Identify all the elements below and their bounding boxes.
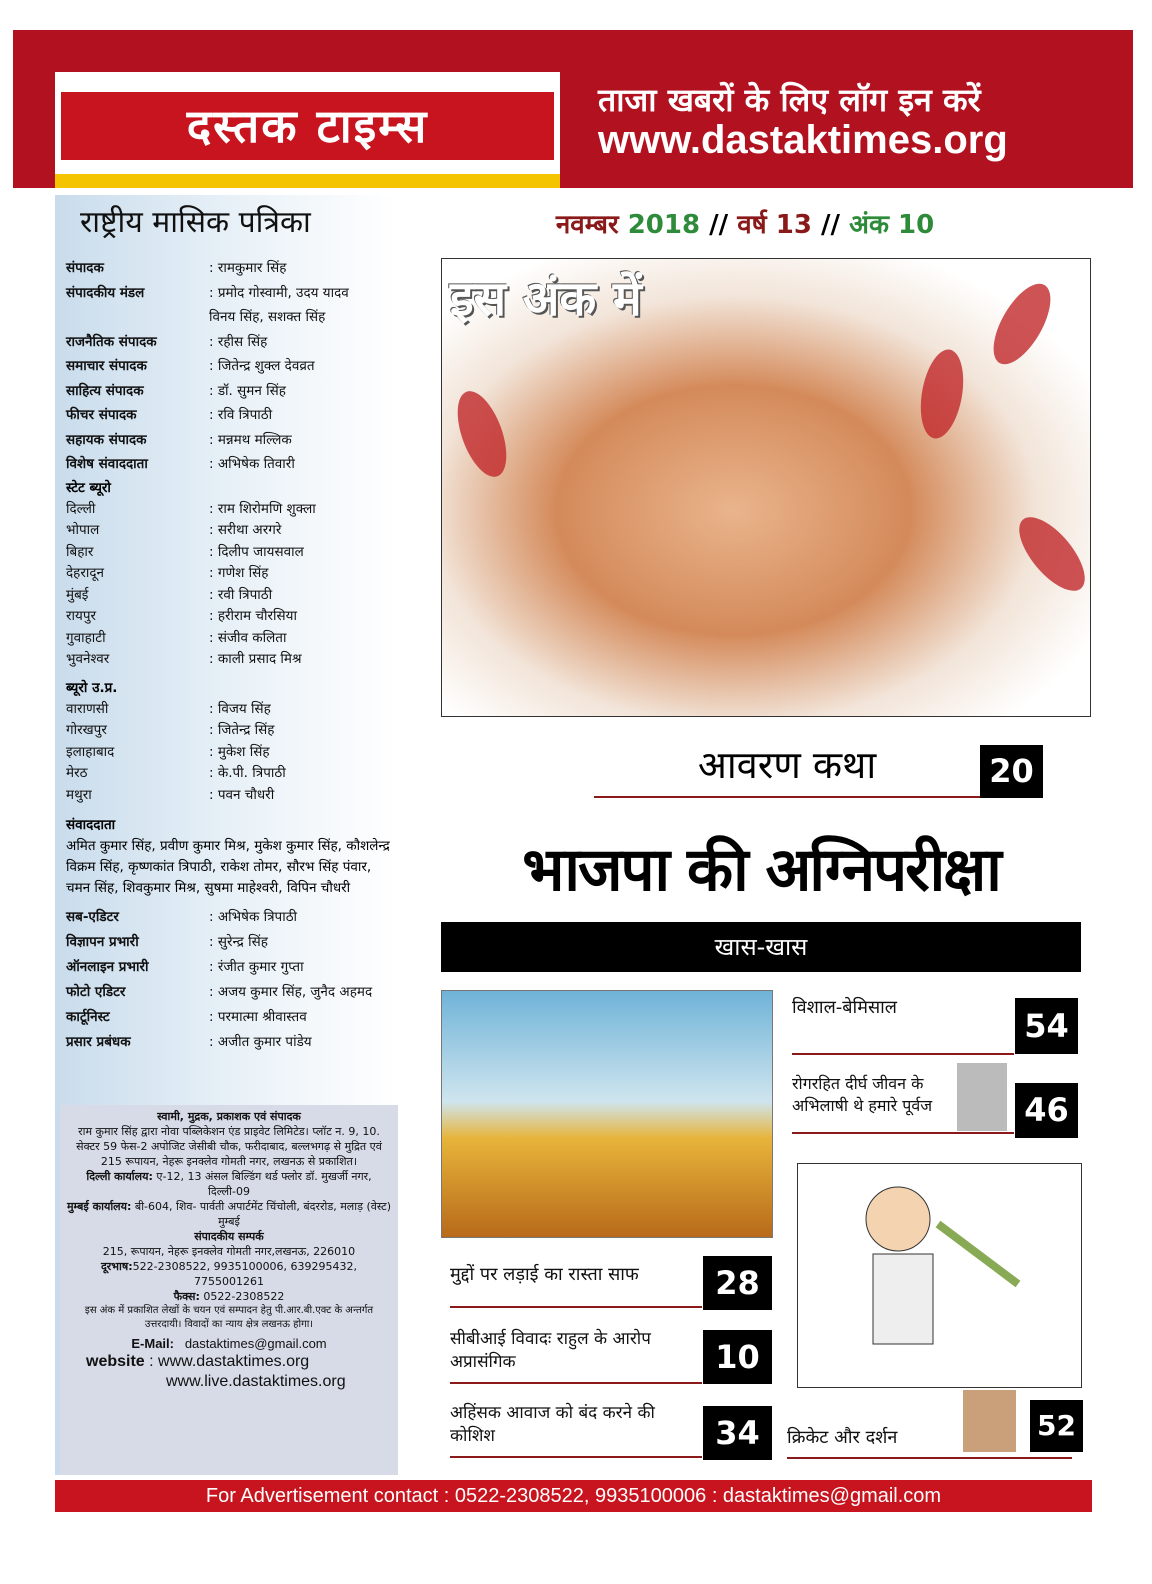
- role-label: प्रसार प्रबंधक: [66, 1034, 131, 1050]
- role-label: विज्ञापन प्रभारी: [66, 934, 139, 950]
- masthead-row: [66, 785, 396, 807]
- role-label: सहायक संपादक: [66, 431, 147, 448]
- fax-label: फैक्स:: [173, 1290, 200, 1303]
- role-label: बिहार: [66, 543, 94, 560]
- person-name: : जितेन्द्र शुक्ल देवव्रत: [209, 358, 315, 374]
- person-name: : पवन चौधरी: [209, 786, 275, 803]
- person-name: : दिलीप जायसवाल: [209, 543, 304, 560]
- cover-page-number[interactable]: 20: [980, 745, 1043, 798]
- article-item[interactable]: [450, 1326, 702, 1384]
- decor-petal: [448, 385, 516, 483]
- separator: //: [821, 210, 841, 240]
- delhi-office-label: दिल्ली कार्यालय:: [86, 1170, 153, 1183]
- person-name: : अभिषेक तिवारी: [209, 456, 295, 472]
- page-number[interactable]: 46: [1015, 1083, 1078, 1138]
- state-bureau-label: स्टेट ब्यूरो: [66, 479, 111, 496]
- person-name: : सुरेन्द्र सिंह: [209, 934, 268, 950]
- role-label: संपादकीय मंडल: [66, 284, 145, 301]
- correspondents: अमित कुमार सिंह, प्रवीण कुमार मिश्र, मुकेश कुमार सिंह, कौशलेन्द्र विक्रम सिंह, कृष्णकांत त्रिपाठी, राकेश तोमर, सौरभ सिंह पंवार, चमन सिंह, शिवकुमार मिश्र, सुषमा माहेश्वरी, विपिन चौधरी: [66, 838, 390, 896]
- masthead-row: [66, 628, 396, 650]
- person-name: : काली प्रसाद मिश्र: [209, 651, 302, 667]
- decor-petal: [914, 346, 969, 442]
- person-name: : डॉ. सुमन सिंह: [209, 382, 286, 399]
- person-name: : प्रमोद गोस्वामी, उदय यादव: [209, 284, 349, 301]
- page-number[interactable]: 34: [703, 1406, 772, 1460]
- contact-label: संपादकीय सम्पर्क: [194, 1230, 264, 1243]
- role-label: मेरठ: [66, 765, 88, 781]
- issue-year: 2018: [627, 210, 701, 240]
- website-label: website: [86, 1353, 145, 1370]
- cover-headline[interactable]: भाजपा की अग्निपरीक्षा: [522, 835, 1000, 905]
- role-label: वाराणसी: [66, 700, 109, 717]
- separator: //: [709, 210, 729, 240]
- ank: 10: [897, 210, 935, 240]
- page-number[interactable]: 10: [703, 1330, 772, 1384]
- masthead-row: [66, 980, 396, 1005]
- decor-petal: [1008, 507, 1091, 602]
- role-label: संपादक: [66, 260, 104, 276]
- author-photo: [957, 1063, 1007, 1131]
- khas-khas-header: खास-खास: [441, 922, 1081, 972]
- logo-text: दस्तक टाइम्स: [61, 92, 554, 160]
- masthead-row: [66, 763, 396, 785]
- cricket-cartoon[interactable]: [797, 1163, 1082, 1388]
- mumbai-office-label: मुम्बई कार्यालय:: [66, 1200, 132, 1213]
- imprint-box: [60, 1105, 398, 1475]
- disclaimer: इस अंक में प्रकाशित लेखों के चयन एवं सम्पादन हेतु पी.आर.बी.एक्ट के अन्तर्गत उत्तरदायी। विवादों का न्याय क्षेत्र लखनऊ होगा।: [84, 1305, 374, 1330]
- tagline: ताजा खबरों के लिए लॉग इन करें: [598, 81, 981, 119]
- role-label: दिल्ली: [66, 500, 96, 517]
- up-bureau-label: ब्यूरो उ.प्र.: [66, 679, 118, 696]
- article-title: रोगरहित दीर्घ जीवन के अभिलाषी थे हमारे पूर्वज: [792, 1074, 933, 1115]
- article-title: अहिंसक आवाज को बंद करने की कोशिश: [450, 1403, 655, 1446]
- email-link[interactable]: dastaktimes@gmail.com: [184, 1336, 327, 1351]
- person-name: : जितेन्द्र सिंह: [209, 722, 275, 738]
- person-name: : रवि त्रिपाठी: [209, 407, 273, 423]
- person-name: : के.पी. त्रिपाठी: [209, 765, 286, 781]
- role-label: राजनैतिक संपादक: [66, 333, 157, 350]
- imprint-heading: स्वामी, मुद्रक, प्रकाशक एवं संपादक: [157, 1110, 301, 1123]
- magazine-title: राष्ट्रीय मासिक पत्रिका: [80, 205, 311, 240]
- website-url[interactable]: www.dastaktimes.org: [598, 118, 1008, 162]
- editors-list: [66, 256, 396, 1055]
- masthead-row: [66, 379, 396, 404]
- role-label: फीचर संपादक: [66, 407, 137, 423]
- role-label: [66, 305, 209, 330]
- article-title: क्रिकेट और दर्शन: [787, 1427, 898, 1448]
- masthead-row: [66, 256, 396, 281]
- masthead-row: [66, 330, 396, 355]
- article-item[interactable]: [792, 995, 1014, 1055]
- role-label: ऑनलाइन प्रभारी: [66, 959, 149, 975]
- imprint-body: राम कुमार सिंह द्वारा नोवा पब्लिकेशन एंड प्राइवेट लिमिटेड। प्लॉट न. 9, 10. सेक्टर 59 फेस-2 अपोजिट जेसीबी चौक, फरीदाबाद, बल्लभगढ़ से मुद्रित एवं 215 रूपायन, नेहरू इनक्लेव गोमती नगर, लखनऊ से प्रकाशित।: [76, 1125, 382, 1168]
- masthead-row: [66, 720, 396, 742]
- fax: 0522-2308522: [203, 1290, 285, 1303]
- role-label: मथुरा: [66, 786, 92, 803]
- masthead-row: [66, 649, 396, 671]
- role-label: विशेष संवाददाता: [66, 456, 148, 472]
- footer-ad-contact: For Advertisement contact : 0522-2308522, 9935100006 : dastaktimes@gmail.com: [55, 1480, 1092, 1512]
- contact-address: 215, रूपायन, नेहरू इनक्लेव गोमती नगर,लखनऊ, 226010: [102, 1245, 356, 1258]
- masthead-row: [66, 499, 396, 521]
- masthead-row: [66, 281, 396, 306]
- masthead-row: [66, 585, 396, 607]
- masthead-row: [66, 742, 396, 764]
- masthead-row: [66, 354, 396, 379]
- live-website-link[interactable]: www.live.dastaktimes.org: [166, 1373, 346, 1390]
- person-name: विनय सिंह, सशक्त सिंह: [209, 309, 326, 325]
- person-name: : गणेश सिंह: [209, 565, 269, 581]
- masthead-row: [66, 930, 396, 955]
- person-name: : रंजीत कुमार गुप्ता: [209, 959, 304, 975]
- varsh: 13: [775, 210, 812, 240]
- masthead-row: [66, 905, 396, 930]
- issue-date: [440, 205, 1050, 241]
- person-name: : अभिषेक त्रिपाठी: [209, 909, 298, 925]
- masthead-row: [66, 428, 396, 453]
- masthead-row: [66, 403, 396, 428]
- temple-image[interactable]: [441, 990, 773, 1238]
- article-title: मुद्दों पर लड़ाई का रास्ता साफ: [450, 1264, 639, 1285]
- masthead-row: [66, 606, 396, 628]
- masthead-row: [66, 452, 396, 477]
- in-this-issue-overlay: इस अंक में: [450, 271, 642, 327]
- logo: [55, 72, 560, 188]
- ank-label: अंक: [849, 210, 889, 240]
- role-label: रायपुर: [66, 608, 97, 624]
- masthead-row: [66, 955, 396, 980]
- role-label: सब-एडिटर: [66, 909, 119, 925]
- person-name: : रामकुमार सिंह: [209, 260, 287, 276]
- correspondents-label: संवाददाता: [66, 817, 116, 833]
- decor-petal: [982, 275, 1062, 373]
- role-label: देहरादून: [66, 565, 105, 581]
- role-label: भुवनेश्वर: [66, 651, 110, 667]
- article-title: सीबीआई विवादः राहुल के आरोप अप्रासंगिक: [450, 1329, 651, 1372]
- masthead-row: [66, 305, 396, 330]
- masthead-row: [66, 1005, 396, 1030]
- issue-month: नवम्बर: [555, 210, 619, 240]
- masthead-row: [66, 699, 396, 721]
- person-name: : विजय सिंह: [209, 700, 271, 717]
- mumbai-office: बी-604, शिव- पार्वती अपार्टमेंट चिंचोली, बंदररोड, मलाड़ (वेस्ट) मुम्बई: [134, 1200, 392, 1228]
- website-link[interactable]: : www.dastaktimes.org: [149, 1353, 310, 1370]
- masthead-row: [66, 542, 396, 564]
- role-label: गोरखपुर: [66, 722, 107, 738]
- person-name: : रवी त्रिपाठी: [209, 586, 273, 603]
- person-name: : अजीत कुमार पांडेय: [209, 1034, 312, 1050]
- role-label: समाचार संपादक: [66, 358, 147, 374]
- person-name: : मन्नमथ मल्लिक: [209, 431, 292, 448]
- person-name: : रहीस सिंह: [209, 333, 268, 350]
- article-item[interactable]: [450, 1400, 702, 1458]
- role-label: कार्टूनिस्ट: [66, 1009, 110, 1025]
- varsh-label: वर्ष: [737, 210, 767, 240]
- cover-photo[interactable]: [441, 258, 1091, 717]
- phone-label: दूरभाष:: [100, 1260, 133, 1273]
- masthead-row: [66, 563, 396, 585]
- role-label: साहित्य संपादक: [66, 382, 144, 399]
- page-number[interactable]: 54: [1015, 998, 1078, 1054]
- role-label: इलाहाबाद: [66, 743, 115, 760]
- person-name: : संजीव कलिता: [209, 629, 287, 646]
- page-number[interactable]: 52: [1030, 1400, 1083, 1452]
- person-name: : परमात्मा श्रीवास्तव: [209, 1009, 307, 1025]
- email-label: E-Mail:: [131, 1336, 174, 1351]
- cartoon-figure-icon: [798, 1164, 1083, 1389]
- role-label: भोपाल: [66, 522, 100, 538]
- role-label: फोटो एडिटर: [66, 984, 126, 1000]
- author-photo: [963, 1390, 1016, 1452]
- person-name: : राम शिरोमणि शुक्ला: [209, 500, 316, 517]
- page-number[interactable]: 28: [703, 1256, 772, 1310]
- person-name: : अजय कुमार सिंह, जुनैद अहमद: [209, 984, 373, 1000]
- role-label: मुंबई: [66, 586, 89, 603]
- masthead-row: [66, 520, 396, 542]
- delhi-office: ए-12, 13 अंसल बिल्डिंग थर्ड फ्लोर डॉ. मुखर्जी नगर, दिल्ली-09: [156, 1170, 372, 1198]
- person-name: : हरीराम चौरसिया: [209, 608, 297, 624]
- article-item[interactable]: [450, 1262, 702, 1308]
- masthead-row: [66, 1030, 396, 1055]
- phone: 522-2308522, 9935100006, 639295432, 7755001261: [132, 1260, 358, 1288]
- role-label: गुवाहाटी: [66, 629, 106, 646]
- cover-story-label: आवरण कथा: [594, 738, 980, 798]
- person-name: : मुकेश सिंह: [209, 743, 270, 760]
- person-name: : सरीथा अरगरे: [209, 522, 282, 538]
- article-title: विशाल-बेमिसाल: [792, 997, 898, 1018]
